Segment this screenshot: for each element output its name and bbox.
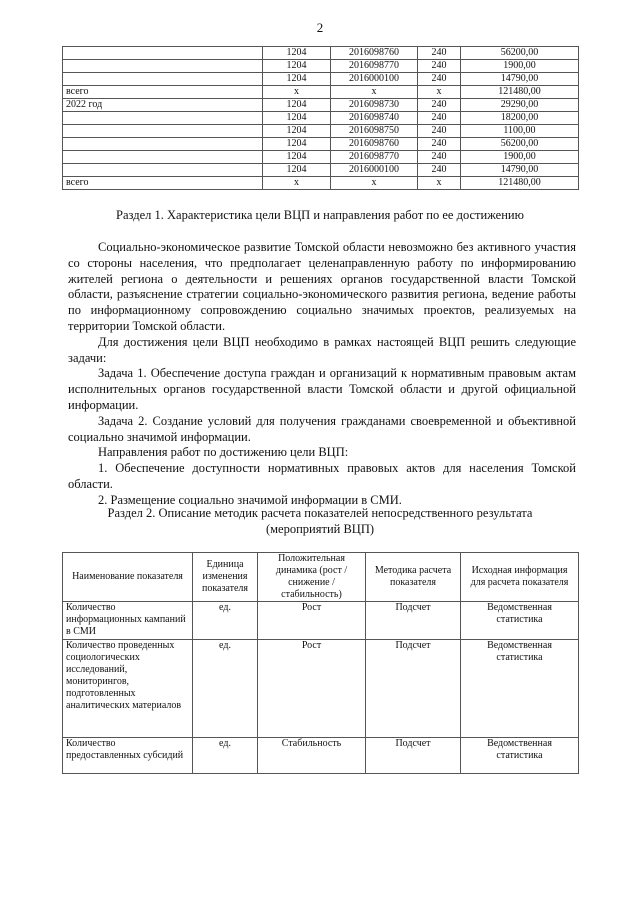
section2-title-line1: Раздел 2. Описание методик расчета показателей непосредственного результата (107, 506, 533, 520)
column-header: Наименование показателя (63, 553, 193, 602)
table-cell (63, 73, 263, 86)
table-cell: Подсчет (366, 640, 461, 738)
table-cell: 2016098750 (331, 125, 418, 138)
section2-title (62, 505, 578, 537)
column-header: Единица изменения показателя (193, 553, 258, 602)
header-row (63, 553, 579, 602)
section2-title-line2: (мероприятий ВЦП) (265, 522, 375, 536)
table-cell: Количество предоставленных субсидий (63, 738, 193, 774)
table-cell: всего (63, 177, 263, 190)
table-cell: 121480,00 (461, 177, 579, 190)
table-cell: Ведомственная статистика (461, 738, 579, 774)
table-cell: 240 (418, 47, 461, 60)
paragraph: Задача 2. Создание условий для получения гражданами своевременной и объективной социально значимой информации. (68, 413, 576, 444)
table-cell: Количество информационных кампаний в СМИ (63, 602, 193, 640)
table-cell: ед. (193, 640, 258, 738)
table-cell: 1204 (263, 99, 331, 112)
table-cell (63, 151, 263, 164)
table-cell: 2016098770 (331, 60, 418, 73)
table-cell: Стабильность (258, 738, 366, 774)
table-cell: 2016098770 (331, 151, 418, 164)
table-cell: 56200,00 (461, 47, 579, 60)
table-cell: 56200,00 (461, 138, 579, 151)
table-cell: 1204 (263, 164, 331, 177)
table-row (63, 73, 579, 86)
budget-table (62, 46, 579, 190)
table-cell (63, 112, 263, 125)
table-cell: 240 (418, 138, 461, 151)
table-cell: x (263, 177, 331, 190)
table-row (63, 738, 579, 774)
table-cell: 2016098730 (331, 99, 418, 112)
table-cell: 29290,00 (461, 99, 579, 112)
table-cell: Ведомственная статистика (461, 640, 579, 738)
table-cell: 1204 (263, 125, 331, 138)
table-cell: Подсчет (366, 602, 461, 640)
table-cell: x (331, 86, 418, 99)
table-row (63, 60, 579, 73)
table-cell: 18200,00 (461, 112, 579, 125)
table-cell: 1204 (263, 47, 331, 60)
table-cell: ед. (193, 738, 258, 774)
table-cell (63, 60, 263, 73)
column-header: Методика расчета показателя (366, 553, 461, 602)
table-cell: 2016098760 (331, 47, 418, 60)
table-cell: x (263, 86, 331, 99)
table-cell: 1204 (263, 73, 331, 86)
table-cell: всего (63, 86, 263, 99)
table-cell: Количество проведенных социологических исследований, мониторингов, подготовленных аналитических материалов (63, 640, 193, 738)
table-row (63, 164, 579, 177)
table-row (63, 138, 579, 151)
table-cell: 240 (418, 73, 461, 86)
table-cell: 240 (418, 99, 461, 112)
table-cell: ед. (193, 602, 258, 640)
table-cell: x (418, 86, 461, 99)
table-cell: 240 (418, 125, 461, 138)
paragraph: Задача 1. Обеспечение доступа граждан и организаций к нормативным правовым актам исполнительных органов государственной власти Томской области и другой официальной информации. (68, 366, 576, 412)
table-cell: 240 (418, 151, 461, 164)
table-cell: Рост (258, 640, 366, 738)
table-cell: 1900,00 (461, 60, 579, 73)
table-cell: 1204 (263, 60, 331, 73)
table-cell: 2016000100 (331, 164, 418, 177)
table-cell: 121480,00 (461, 86, 579, 99)
table-cell: Подсчет (366, 738, 461, 774)
table-row (63, 47, 579, 60)
table-cell: 14790,00 (461, 73, 579, 86)
table-cell: 14790,00 (461, 164, 579, 177)
table-row (63, 151, 579, 164)
table-cell: 2022 год (63, 99, 263, 112)
paragraph: Направления работ по достижению цели ВЦП: (98, 445, 349, 460)
page-number: 2 (316, 20, 324, 35)
table-row (63, 602, 579, 640)
paragraph: 1. Обеспечение доступности нормативных правовых актов для населения Томской области. (68, 461, 576, 491)
table-cell: 2016098740 (331, 112, 418, 125)
paragraph: 2. Размещение социально значимой информации в СМИ. (98, 492, 402, 507)
table-cell: 1900,00 (461, 151, 579, 164)
table-cell (63, 138, 263, 151)
table-cell: 1204 (263, 151, 331, 164)
table-row (63, 640, 579, 738)
table-cell: Ведомственная статистика (461, 602, 579, 640)
table-cell: 1204 (263, 138, 331, 151)
table-cell: 240 (418, 164, 461, 177)
table-row (63, 86, 579, 99)
table-cell: x (418, 177, 461, 190)
section1-title: Раздел 1. Характеристика цели ВЦП и направления работ по ее достижению (116, 208, 524, 222)
column-header: Положительная динамика (рост / снижение / стабильность) (258, 553, 366, 602)
table-row (63, 125, 579, 138)
section1-body (68, 240, 576, 509)
indicators-table (62, 552, 579, 774)
table-cell (63, 47, 263, 60)
column-header: Исходная информация для расчета показателя (461, 553, 579, 602)
table-cell: Рост (258, 602, 366, 640)
table-cell (63, 164, 263, 177)
table-row (63, 112, 579, 125)
table-cell: 240 (418, 112, 461, 125)
table-cell: 2016000100 (331, 73, 418, 86)
table-row (63, 99, 579, 112)
paragraph: Социально-экономическое развитие Томской области невозможно без активного участия со стороны населения, что предполагает целенаправленную работу по информированию жителей региона о деятельности и решениях органов государственной власти Томской области, разъяснение стратегии социально-экономического развития региона, ведение работы по информационному сопровождению социально значимых проектов, реализуемых на территории Томской области. (68, 240, 576, 333)
table-cell: 1100,00 (461, 125, 579, 138)
table-cell (63, 125, 263, 138)
table-cell: x (331, 177, 418, 190)
table-cell: 2016098760 (331, 138, 418, 151)
table-cell: 1204 (263, 112, 331, 125)
table-row (63, 177, 579, 190)
table-cell: 240 (418, 60, 461, 73)
paragraph: Для достижения цели ВЦП необходимо в рамках настоящей ВЦП решить следующие задачи: (68, 334, 576, 365)
